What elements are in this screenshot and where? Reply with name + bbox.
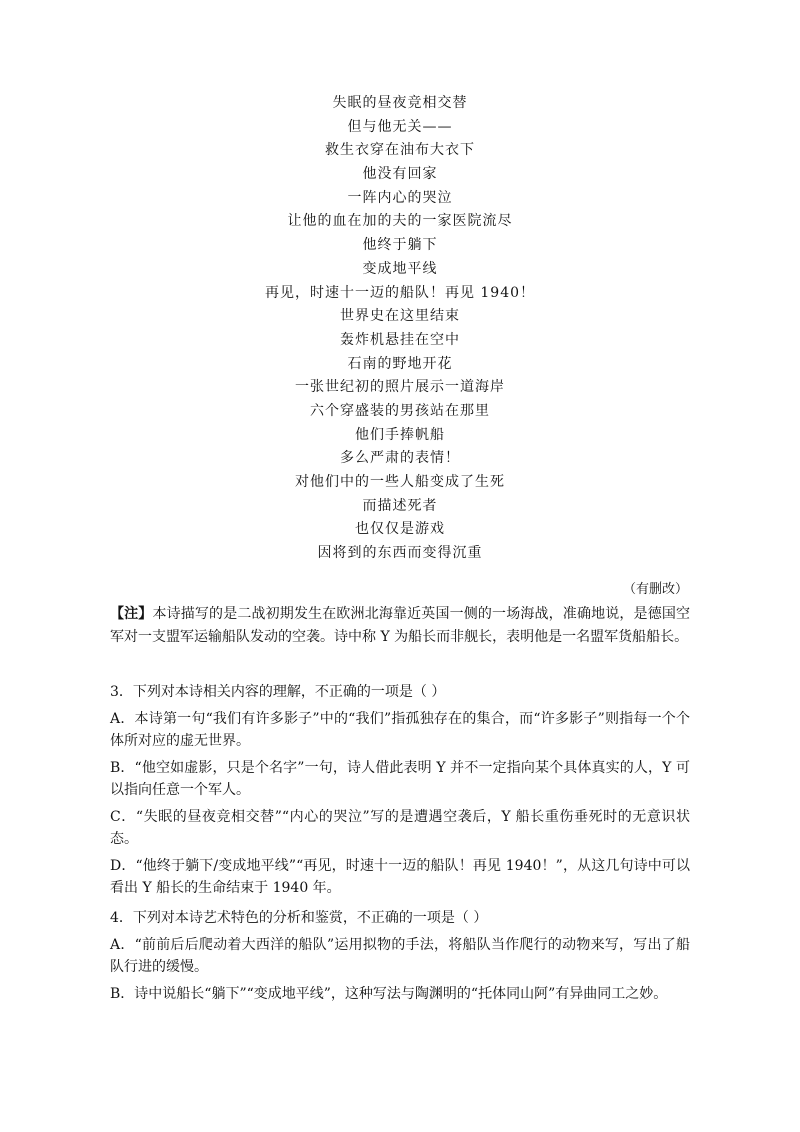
- note-text: 本诗描写的是二战初期发生在欧洲北海靠近英国一侧的一场海战，准确地说，是德国空军对一支盟军运输船队发动的空袭。诗中称 Y 为船长而非舰长，表明他是一名盟军货船船长。: [110, 606, 691, 645]
- poem-line: 一张世纪初的照片展示一道海岸: [295, 379, 505, 396]
- poem-line: 轰炸机悬挂在空中: [340, 331, 460, 348]
- poem-line: 失眠的昼夜竞相交替: [332, 95, 468, 111]
- poem-line: 对他们中的一些人船变成了生死: [295, 474, 505, 490]
- option-b: B．“他空如虚影，只是个名字”一句，诗人借此表明 Y 并不一定指向某个具体真实的人，Y 可以指向任意一个军人。: [110, 759, 690, 798]
- source-note: （有删改）: [622, 582, 688, 597]
- note-tag: 【注】: [110, 606, 153, 622]
- question-3: [110, 681, 690, 904]
- option-a: A．“前前后后爬动着大西洋的船队”运用拟物的手法，将船队当作爬行的动物来写，写出了船队行进的缓慢。: [110, 936, 690, 975]
- poem-line: 六个穿盛装的男孩站在那里: [310, 402, 490, 419]
- poem-line: 而描述死者: [362, 497, 438, 514]
- poem-line: 多么严肃的表情！: [340, 450, 460, 467]
- option-b: B．诗中说船长“躺下”“变成地平线”，这种写法与陶渊明的“托体同山阿”有异曲同工之妙。: [110, 985, 668, 1002]
- option-c: C．“失眠的昼夜竞相交替”“内心的哭泣”写的是遭遇空袭后，Y 船长重伤垂死时的无意识状态。: [110, 808, 690, 847]
- poem-line: 但与他无关——: [347, 118, 453, 135]
- poem-line: 让他的血在加的夫的一家医院流尽: [287, 213, 513, 230]
- poem-line: 石南的野地开花: [347, 355, 453, 372]
- poem-line: 再见，时速十一迈的船队！再见 1940！: [264, 284, 536, 301]
- poem-line: 他没有回家: [362, 166, 438, 183]
- poem-line: 也仅仅是游戏: [355, 521, 445, 538]
- option-d: D．“他终于躺下/变成地平线”“再见，时速十一迈的船队！再见 1940！”，从这几句诗中可以看出 Y 船长的生命结束于 1940 年。: [110, 857, 690, 896]
- poem-line: 他终于躺下: [362, 237, 438, 254]
- question-4: [110, 907, 690, 1009]
- poem-line: 他们手捧帆船: [355, 426, 445, 443]
- annotation-note: [110, 603, 690, 648]
- question-stem: 3．下列对本诗相关内容的理解，不正确的一项是（ ）: [110, 684, 446, 700]
- poem-line: 世界史在这里结束: [340, 308, 460, 325]
- question-stem: 4．下列对本诗艺术特色的分析和鉴赏，不正确的一项是（ ）: [110, 910, 488, 926]
- poem-line: 一阵内心的哭泣: [347, 189, 453, 206]
- poem-line: 救生衣穿在油布大衣下: [325, 142, 475, 159]
- poem-body: [0, 92, 800, 566]
- poem-line: 变成地平线: [362, 260, 438, 277]
- option-a: A．本诗第一句“我们有许多影子”中的“我们”指孤独存在的集合，而“许多影子”则指每一个个体所对应的虚无世界。: [110, 710, 690, 749]
- poem-line: 因将到的东西而变得沉重: [317, 545, 483, 562]
